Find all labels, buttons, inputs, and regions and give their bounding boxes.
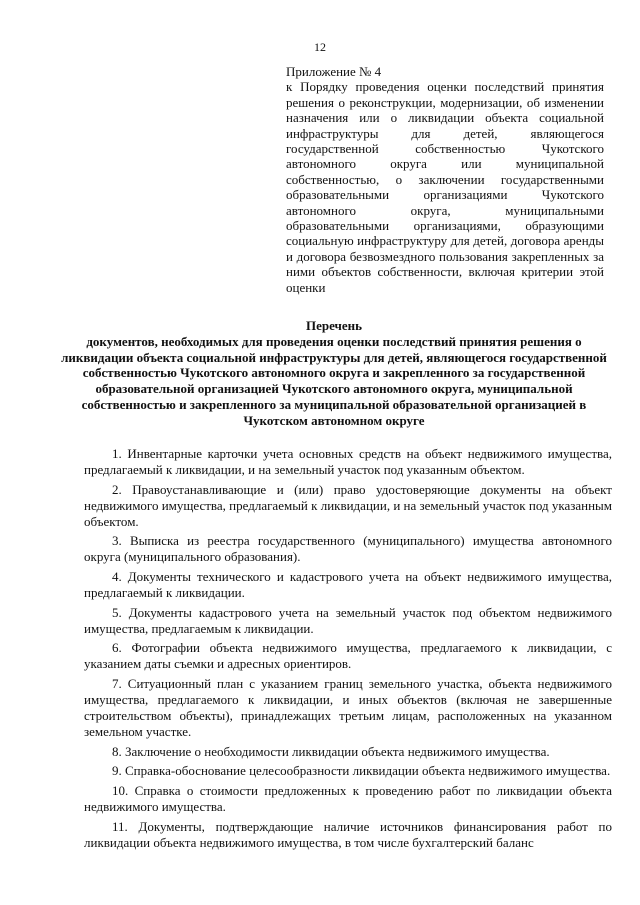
list-item: 6. Фотографии объекта недвижимого имущества, предлагаемого к ликвидации, с указанием даты съемки и адресных ориентиров. (84, 640, 612, 672)
list-subheading: документов, необходимых для проведения оценки последствий принятия решения о ликвидации объекта социальной инфраструктуры для детей, являющегося государственной собственностью Чукотского автономного округа и закрепленного за государственной образовательной организацией Чукотского автономного округа, муниципальной собственностью и закрепленного за муниципальной образовательной организацией в Чукотском автономном округе (61, 333, 607, 428)
document-list (84, 446, 612, 855)
appendix-body: к Порядку проведения оценки последствий принятия решения о реконструкции, модернизации, об изменении назначения или о ликвидации объекта социальной инфраструктуры для детей, являющегося государственной собственностью Чукотского автономного округа или муниципальной собственностью, о заключении государственными образовательными организациями Чукотского автономного округа, муниципальными образовательными организациями, образующими социальную инфраструктуру для детей, договора аренды и договора безвозмездного пользования закрепленных за ними объектов собственности, включая критерии этой оценки (286, 79, 604, 295)
list-item: 10. Справка о стоимости предложенных к проведению работ по ликвидации объекта недвижимого имущества. (84, 783, 612, 815)
appendix-title: Приложение № 4 (286, 64, 382, 79)
list-item: 9. Справка-обоснование целесообразности ликвидации объекта недвижимого имущества. (112, 763, 611, 779)
list-item: 1. Инвентарные карточки учета основных средств на объект недвижимого имущества, предлагаемый к ликвидации, и на земельный участок под указанным объектом. (84, 446, 612, 477)
list-item: 5. Документы кадастрового учета на земельный участок под объектом недвижимого имущества, предлагаемым к ликвидации. (84, 604, 612, 636)
appendix-block (286, 64, 604, 295)
page-number: 12 (314, 40, 326, 54)
list-item: 3. Выписка из реестра государственного (муниципального) имущества автономного округа (муниципального образования). (84, 533, 612, 565)
document-title (56, 318, 612, 429)
list-item: 7. Ситуационный план с указанием границ земельного участка, объекта недвижимого имущества, предлагаемого к ликвидации, и иных объектов (включая не завершенные строительством объекты), принадлежащих третьим лицам, расположенных на указанном земельном участке. (84, 676, 612, 739)
list-item: 11. Документы, подтверждающие наличие источников финансирования работ по ликвидации объекта недвижимого имущества, в том числе бухгалтерский баланс (84, 818, 612, 850)
list-item: 2. Правоустанавливающие и (или) право удостоверяющие документы на объект недвижимого имущества, предлагаемый к ликвидации, и на земельный участок под указанным объектом. (84, 481, 612, 529)
list-heading: Перечень (305, 318, 363, 333)
list-item: 4. Документы технического и кадастрового учета на объект недвижимого имущества, предлагаемый к ликвидации. (84, 569, 612, 600)
list-item: 8. Заключение о необходимости ликвидации объекта недвижимого имущества. (112, 743, 550, 759)
